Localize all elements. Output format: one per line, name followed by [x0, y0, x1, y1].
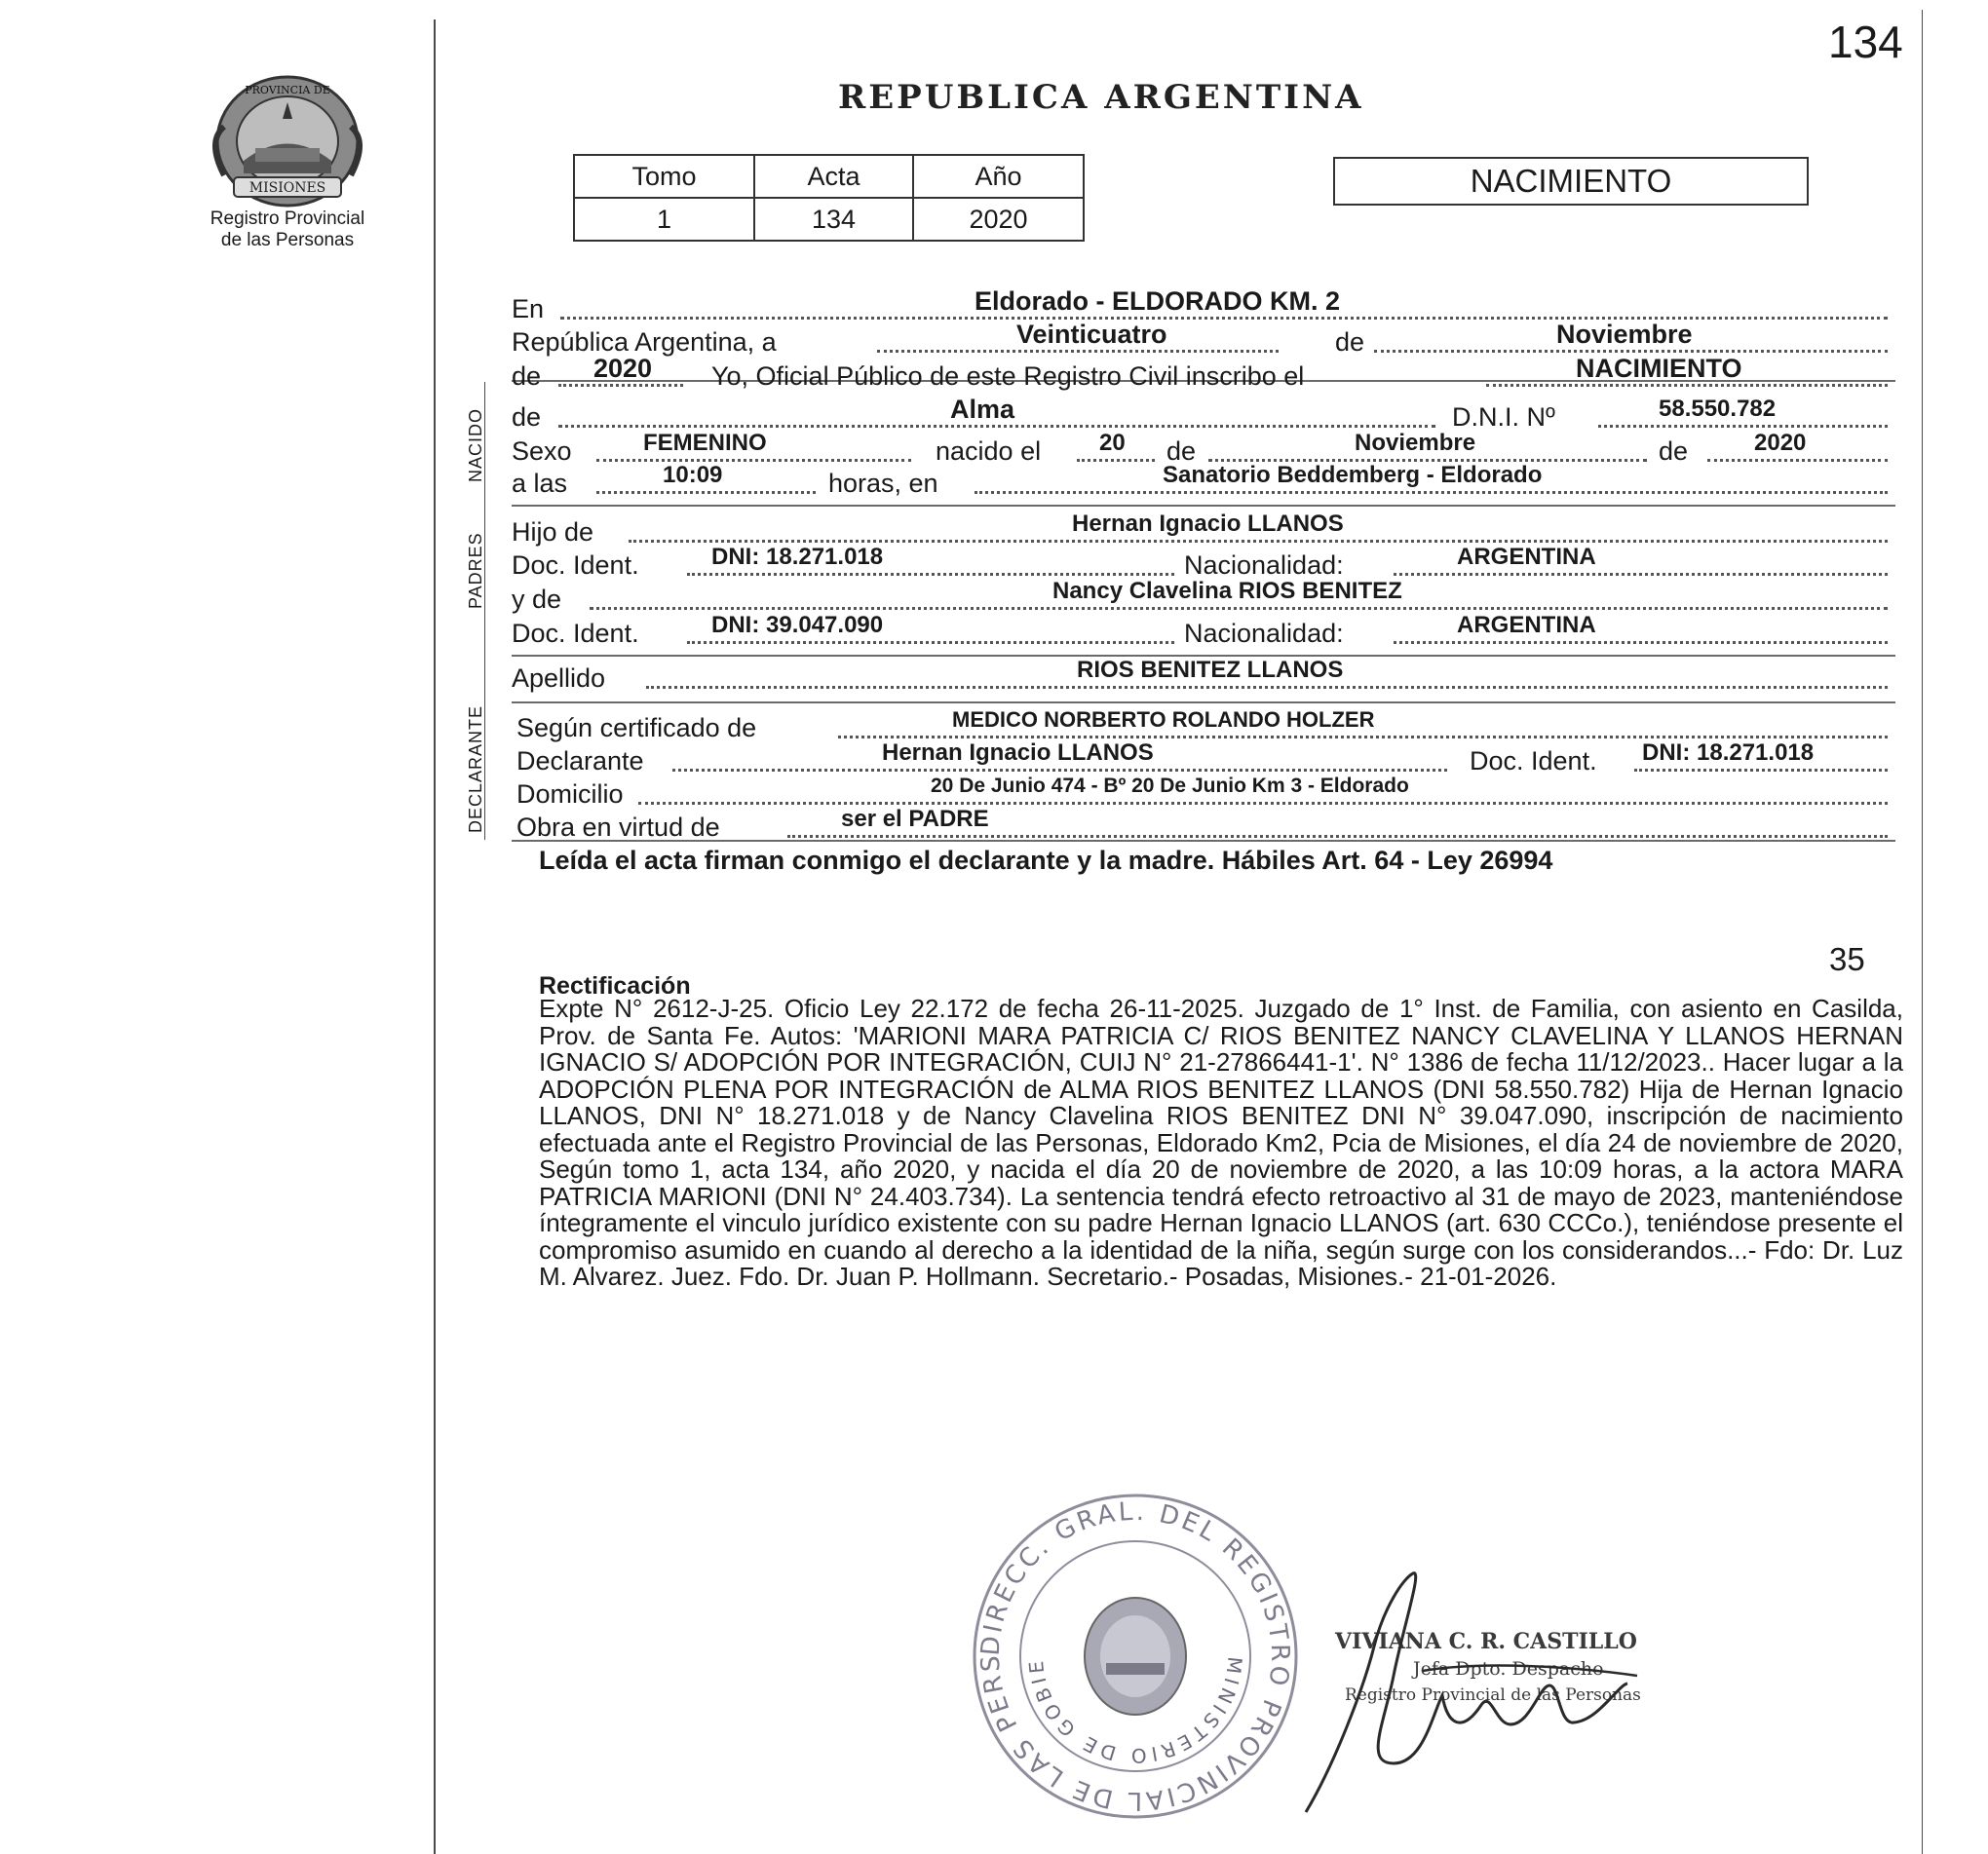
value-padre: Hernan Ignacio LLANOS: [1072, 511, 1344, 537]
label-doc-ident-madre: Doc. Ident.: [512, 619, 639, 648]
signer-name: VIVIANA C. R. CASTILLO: [1335, 1629, 1637, 1654]
value-obra: ser el PADRE: [841, 806, 989, 832]
handwritten-signature: [1277, 1569, 1735, 1822]
value-lugar-nacimiento: Sanatorio Beddemberg - Eldorado: [1163, 462, 1543, 488]
value-anio-registro: 2020: [593, 354, 653, 383]
signer-org: Registro Provincial de las Personas: [1345, 1685, 1641, 1705]
label-declarante: Declarante: [516, 746, 644, 776]
side-label-parents: PADRES: [466, 532, 485, 609]
logo-caption: [175, 208, 400, 251]
book-table: [573, 154, 1085, 242]
dots-hora: [596, 491, 816, 494]
value-sexo: FEMENINO: [643, 430, 767, 456]
document-type-box: NACIMIENTO: [1333, 157, 1809, 206]
value-mes-nacimiento: Noviembre: [1355, 430, 1476, 456]
label-doc-ident-declarante: Doc. Ident.: [1470, 746, 1597, 776]
label-segun: Según certificado de: [516, 713, 757, 742]
value-declarante: Hernan Ignacio LLANOS: [882, 739, 1154, 766]
official-seal: [965, 1486, 1306, 1827]
value-tipo-inscripcion: NACIMIENTO: [1576, 354, 1742, 383]
value-madre-doc: DNI: 39.047.090: [711, 612, 884, 638]
label-sexo: Sexo: [512, 436, 572, 466]
signer-role: Jefa Dpto. Despacho: [1413, 1658, 1604, 1680]
side-label-declarant: DECLARANTE: [466, 704, 485, 833]
label-de-mes: de: [1335, 327, 1365, 357]
value-hora: 10:09: [663, 462, 723, 488]
label-de-nombre: de: [512, 402, 542, 432]
value-dia-registro: Veinticuatro: [1016, 320, 1167, 349]
line-yo: [0, 352, 1988, 391]
line-padre-doc: [0, 541, 1988, 580]
section-divider-parents: [512, 505, 1895, 507]
line-obra: [0, 803, 1988, 842]
signature-block: [1277, 1569, 1735, 1822]
label-republica: República Argentina, a: [512, 327, 777, 357]
value-certificado: MEDICO NORBERTO ROLANDO HOLZER: [952, 707, 1375, 732]
dots-obra: [787, 835, 1888, 838]
rectification-body: Expte N° 2612-J-25. Oficio Ley 22.172 de fecha 26-11-2025. Juzgado de 1° Inst. de Familia, con asiento en Casilda, Prov. de Santa Fe. Autos: 'MARIONI MARA PATRICIA C/ RIOS BENITEZ NANCY CLAVELINA Y LLANOS HERNAN IGNACIO S/ ADOPCIÓN POR INTEGRACIÓN, CUIJ N° 21-27866441-1'. N° 1386 de fecha 11/12/2023.. Hacer lugar a la ADOPCIÓN PLENA POR INTEGRACIÓN de ALMA RIOS BENITEZ LLANOS (DNI 58.550.782) Hija de Hernan Ignacio LLANOS, DNI N° 18.271.018 y de Nancy Clavelina RIOS BENITEZ DNI N° 39.047.090, inscripción de nacimiento efectuada ante el Registro Provincial de las Personas, Eldorado Km2, Pcia de Misiones, el día 24 de noviembre de 2020, Según tomo 1, acta 134, año 2020, y nacida el día 20 de noviembre de 2020, a las 10:09 horas, a la actora MARA PATRICIA MARIONI (DNI N° 24.403.734). La sentencia tendrá efecto retroactivo al 31 de mayo de 2023, manteniéndose íntegramente el vinculo jurídico existente con su padre Hernan Ignacio LLANOS (art. 630 CCCo.), teniéndose presente el compromiso asumido en cuando al derecho a la identidad de la niña, según surge con los considerandos...- Fdo: Dr. Luz M. Alvarez. Juez. Fdo. Dr. Juan P. Hollmann. Secretario.- Posadas, Misiones.- 21-01-2026.: [539, 994, 1903, 1291]
dots-madre-nac: [1394, 641, 1888, 644]
label-a-las: a las: [512, 469, 568, 498]
line-nombre: [0, 393, 1988, 432]
label-horas-en: horas, en: [828, 469, 938, 498]
label-nacionalidad-madre: Nacionalidad:: [1184, 619, 1344, 648]
value-tomo: 1: [574, 198, 754, 241]
svg-text:MISIONES: MISIONES: [248, 180, 326, 196]
book-table-values: [574, 198, 1084, 241]
label-dni: D.N.I. Nº: [1452, 402, 1555, 432]
seal-outer-text: DIRECC. GRAL. DEL REGISTRO PROVINCIAL DE LAS PERS: [975, 1496, 1295, 1816]
line-madre: [0, 575, 1988, 614]
header-anio: Año: [913, 155, 1084, 198]
label-yo: Yo, Oficial Público de este Registro Civil inscribo el: [711, 361, 1305, 391]
document-title: REPUBLICA ARGENTINA: [838, 78, 1364, 117]
line-hora: [0, 459, 1988, 498]
value-acta: 134: [754, 198, 913, 241]
svg-text:PROVINCIA DE: PROVINCIA DE: [245, 84, 330, 96]
closing-statement: Leída el acta firman conmigo el declarante y la madre. Hábiles Art. 64 - Ley 26994: [539, 846, 1553, 875]
value-anio: 2020: [913, 198, 1084, 241]
label-de-anio-nac: de: [1659, 436, 1689, 466]
label-nacido-el: nacido el: [936, 436, 1042, 466]
value-lugar: Eldorado - ELDORADO KM. 2: [975, 286, 1341, 316]
value-declarante-doc: DNI: 18.271.018: [1642, 739, 1815, 766]
label-en: En: [512, 294, 545, 323]
value-domicilio: 20 De Junio 474 - Bº 20 De Junio Km 3 - Eldorado: [931, 775, 1409, 797]
dots-anio: [558, 384, 683, 387]
dots-madre-doc: [687, 641, 1174, 644]
label-domicilio: Domicilio: [516, 779, 624, 809]
label-doc-ident-padre: Doc. Ident.: [512, 550, 639, 580]
rectification-heading: Rectificación: [539, 972, 691, 1000]
value-madre: Nancy Clavelina RIOS BENITEZ: [1052, 578, 1402, 604]
header-acta: Acta: [754, 155, 913, 198]
logo-caption-line1: Registro Provincial: [210, 208, 365, 229]
value-apellido: RIOS BENITEZ LLANOS: [1077, 657, 1344, 683]
rectification-number: 35: [1829, 941, 1865, 977]
label-nacionalidad-padre: Nacionalidad:: [1184, 550, 1344, 580]
book-table-header: [574, 155, 1084, 198]
dots-lugar-nac: [975, 491, 1888, 494]
line-apellido: [0, 654, 1988, 693]
province-logo: [195, 68, 380, 214]
header-tomo: Tomo: [574, 155, 754, 198]
value-mes-registro: Noviembre: [1556, 320, 1693, 349]
value-padre-nacionalidad: ARGENTINA: [1457, 544, 1596, 570]
side-label-born: NACIDO: [466, 407, 485, 482]
value-padre-doc: DNI: 18.271.018: [711, 544, 884, 570]
label-de-mes-nac: de: [1166, 436, 1197, 466]
logo-caption-line2: de las Personas: [220, 230, 355, 250]
label-y-de: y de: [512, 585, 562, 614]
line-republica: [0, 318, 1988, 357]
label-hijo-de: Hijo de: [512, 517, 594, 547]
value-nombre: Alma: [950, 395, 1015, 424]
value-anio-nacimiento: 2020: [1754, 430, 1807, 456]
value-dia-nacimiento: 20: [1099, 430, 1126, 456]
dots-tipo: [1486, 384, 1888, 387]
value-madre-nacionalidad: ARGENTINA: [1457, 612, 1596, 638]
line-madre-doc: [0, 609, 1988, 648]
page-number: 134: [1828, 17, 1903, 67]
dots-apellido: [646, 686, 1888, 689]
seal-inner-text: MINISTERIO DE GOBIE: [1023, 1655, 1247, 1768]
label-obra: Obra en virtud de: [516, 813, 720, 842]
label-de-anio: de: [512, 361, 542, 391]
value-dni: 58.550.782: [1659, 396, 1777, 422]
label-apellido: Apellido: [512, 663, 606, 693]
